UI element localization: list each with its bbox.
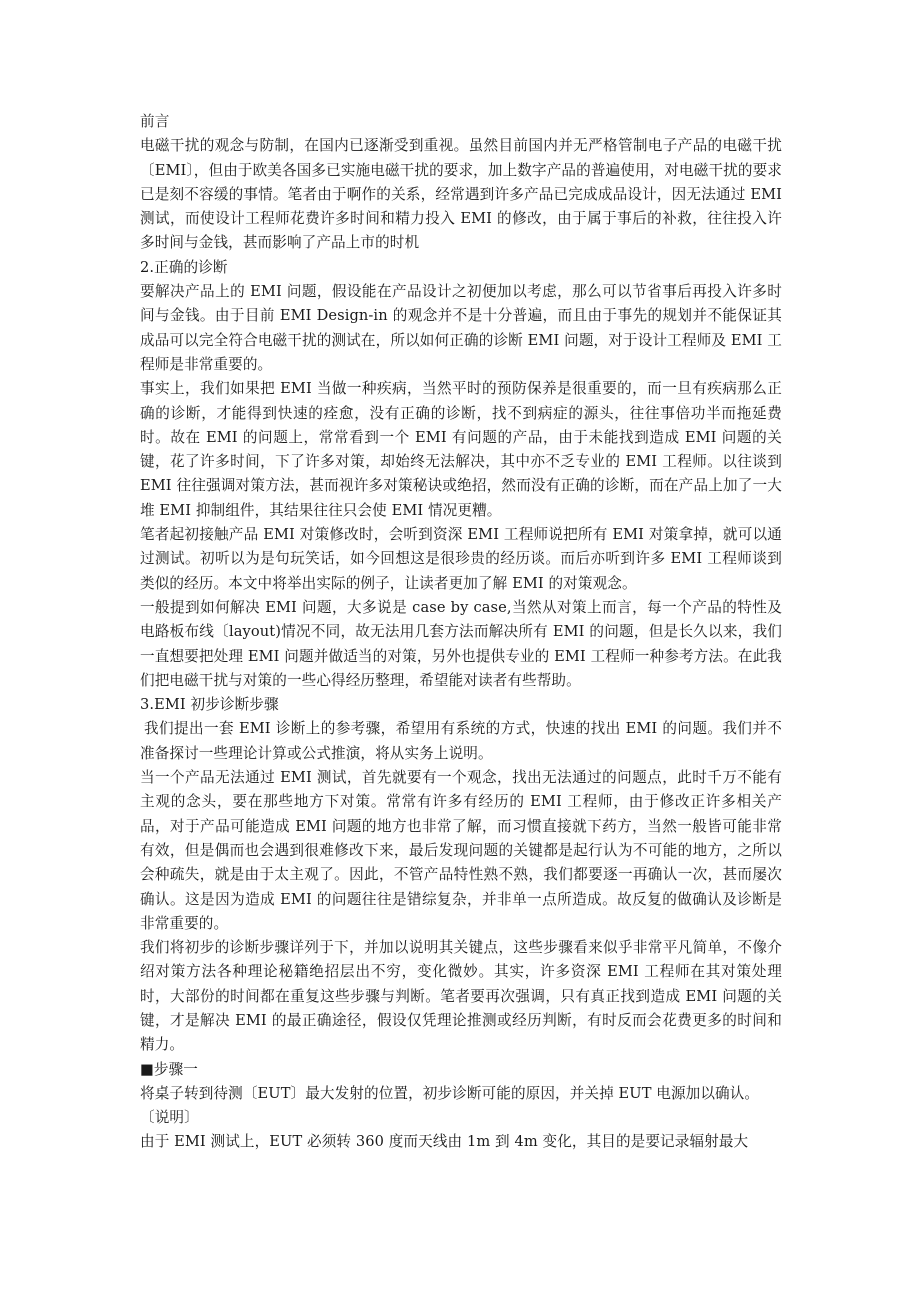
heading-emi-initial-steps: 3.EMI 初步诊断步骤 [140, 696, 279, 714]
heading-explanation: 〔说明〕 [140, 1109, 199, 1127]
document-page [140, 110, 782, 1155]
paragraph-step-one: 将桌子转到待测〔EUT〕最大发射的位置，初步诊断可能的原因，并关掉 EUT 电源加以确认。 [140, 1084, 760, 1102]
paragraph-diagnosis-1: 要解决产品上的 EMI 问题，假设能在产品设计之初便加以考虑，那么可以节省事后再投入许多时间与金钱。由于目前 EMI Design-in 的观念并不是十分普遍，而且由于事先的规划并不能保证其成品可以完全符合电磁干扰的测试在，所以如何正确的诊断 EMI 问题，对于设计工程师及 EMI 工程师是非常重要的。 [140, 283, 782, 373]
paragraph-steps-1: 我们提出一套 EMI 诊断上的参考骤，希望用有系统的方式，快速的找出 EMI 的问题。我们并不准备探讨一些理论计算或公式推演，将从实务上说明。 [140, 720, 782, 762]
heading-step-one: ■步骤一 [140, 1060, 198, 1078]
heading-correct-diagnosis: 2.正确的诊断 [140, 258, 228, 276]
paragraph-steps-3: 我们将初步的诊断步骤详列于下，并加以说明其关键点，这些步骤看来似乎非常平凡简单，不像介绍对策方法各种理论秘籍绝招层出不穷，变化微妙。其实，许多资深 EMI 工程师在其对策处理时，大部份的时间都在重复这些步骤与判断。笔者要再次强调，只有真正找到造成 EMI 问题的关键，才是解决 EMI 的最正确途径，假设仅凭理论推测或经历判断，有时反而会花费更多的时间和精力。 [140, 939, 782, 1054]
paragraph-steps-2: 当一个产品无法通过 EMI 测试，首先就要有一个观念，找出无法通过的问题点，此时千万不能有主观的念头，要在那些地方下对策。常常有许多有经历的 EMI 工程师，由于修改正许多相关产品，对于产品可能造成 EMI 问题的地方也非常了解，而习惯直接就下药方，当然一般皆可能非常有效，但是偶而也会遇到很难修改下来，最后发现问题的关键都是起行认为不可能的地方，之所以会种疏失，就是由于太主观了。因此，不管产品特性熟不熟，我们都要逐一再确认一次，甚而屡次确认。这是因为造成 EMI 的问题往往是错综复杂，并非单一点所造成。故反复的做确认及诊断是非常重要的。 [140, 769, 782, 932]
paragraph-diagnosis-4: 一般提到如何解决 EMI 问题，大多说是 case by case,当然从对策上而言，每一个产品的特性及电路板布线〔layout)情况不同，故无法用几套方法而解决所有 EMI 的问题，但是长久以来，我们一直想要把处理 EMI 问题并做适当的对策，另外也提供专业的 EMI 工程师一种参考方法。在此我们把电磁干扰与对策的一些心得经历整理，希望能对读者有些帮助。 [140, 598, 782, 689]
paragraph-preface: 电磁干扰的观念与防制，在国内已逐渐受到重视。虽然目前国内并无严格管制电子产品的电磁干扰〔EMI〕，但由于欧美各国多已实施电磁干扰的要求，加上数字产品的普遍使用，对电磁干扰的要求已是刻不容缓的事情。笔者由于啊作的关系，经常遇到许多产品已完成成品设计，因无法通过 EMI 测试，而使设计工程师花费许多时间和精力投入 EMI 的修改，由于属于事后的补救，往往投入许多时间与金钱，甚而影响了产品上市的时机 [140, 137, 782, 252]
heading-preface: 前言 [140, 113, 170, 130]
paragraph-diagnosis-2: 事实上，我们如果把 EMI 当做一种疾病，当然平时的预防保养是很重要的，而一旦有疾病那么正确的诊断，才能得到快速的痊愈，没有正确的诊断，找不到病症的源头，往往事倍功半而拖延费时。故在 EMI 的问题上，常常看到一个 EMI 有问题的产品，由于未能找到造成 EMI 问题的关键，花了许多时间，下了许多对策，却始终无法解决，其中亦不乏专业的 EMI 工程师。以往谈到 EMI 往往强调对策方法，甚而视许多对策秘诀或绝招，然而没有正确的诊断，而在产品上加了一大堆 EMI 抑制组件，其结果往往只会使 EMI 情况更糟。 [140, 380, 782, 519]
paragraph-diagnosis-3: 笔者起初接触产品 EMI 对策修改时，会听到资深 EMI 工程师说把所有 EMI 对策拿掉，就可以通过测试。初听以为是句玩笑话，如今回想这是很珍贵的经历谈。而后亦听到许多 EMI 工程师谈到类似的经历。本文中将举出实际的例子，让读者更加了解 EMI 的对策观念。 [140, 526, 782, 592]
paragraph-explanation: 由于 EMI 测试上，EUT 必须转 360 度而天线由 1m 到 4m 变化，其目的是要记录辐射最大 [140, 1133, 749, 1151]
